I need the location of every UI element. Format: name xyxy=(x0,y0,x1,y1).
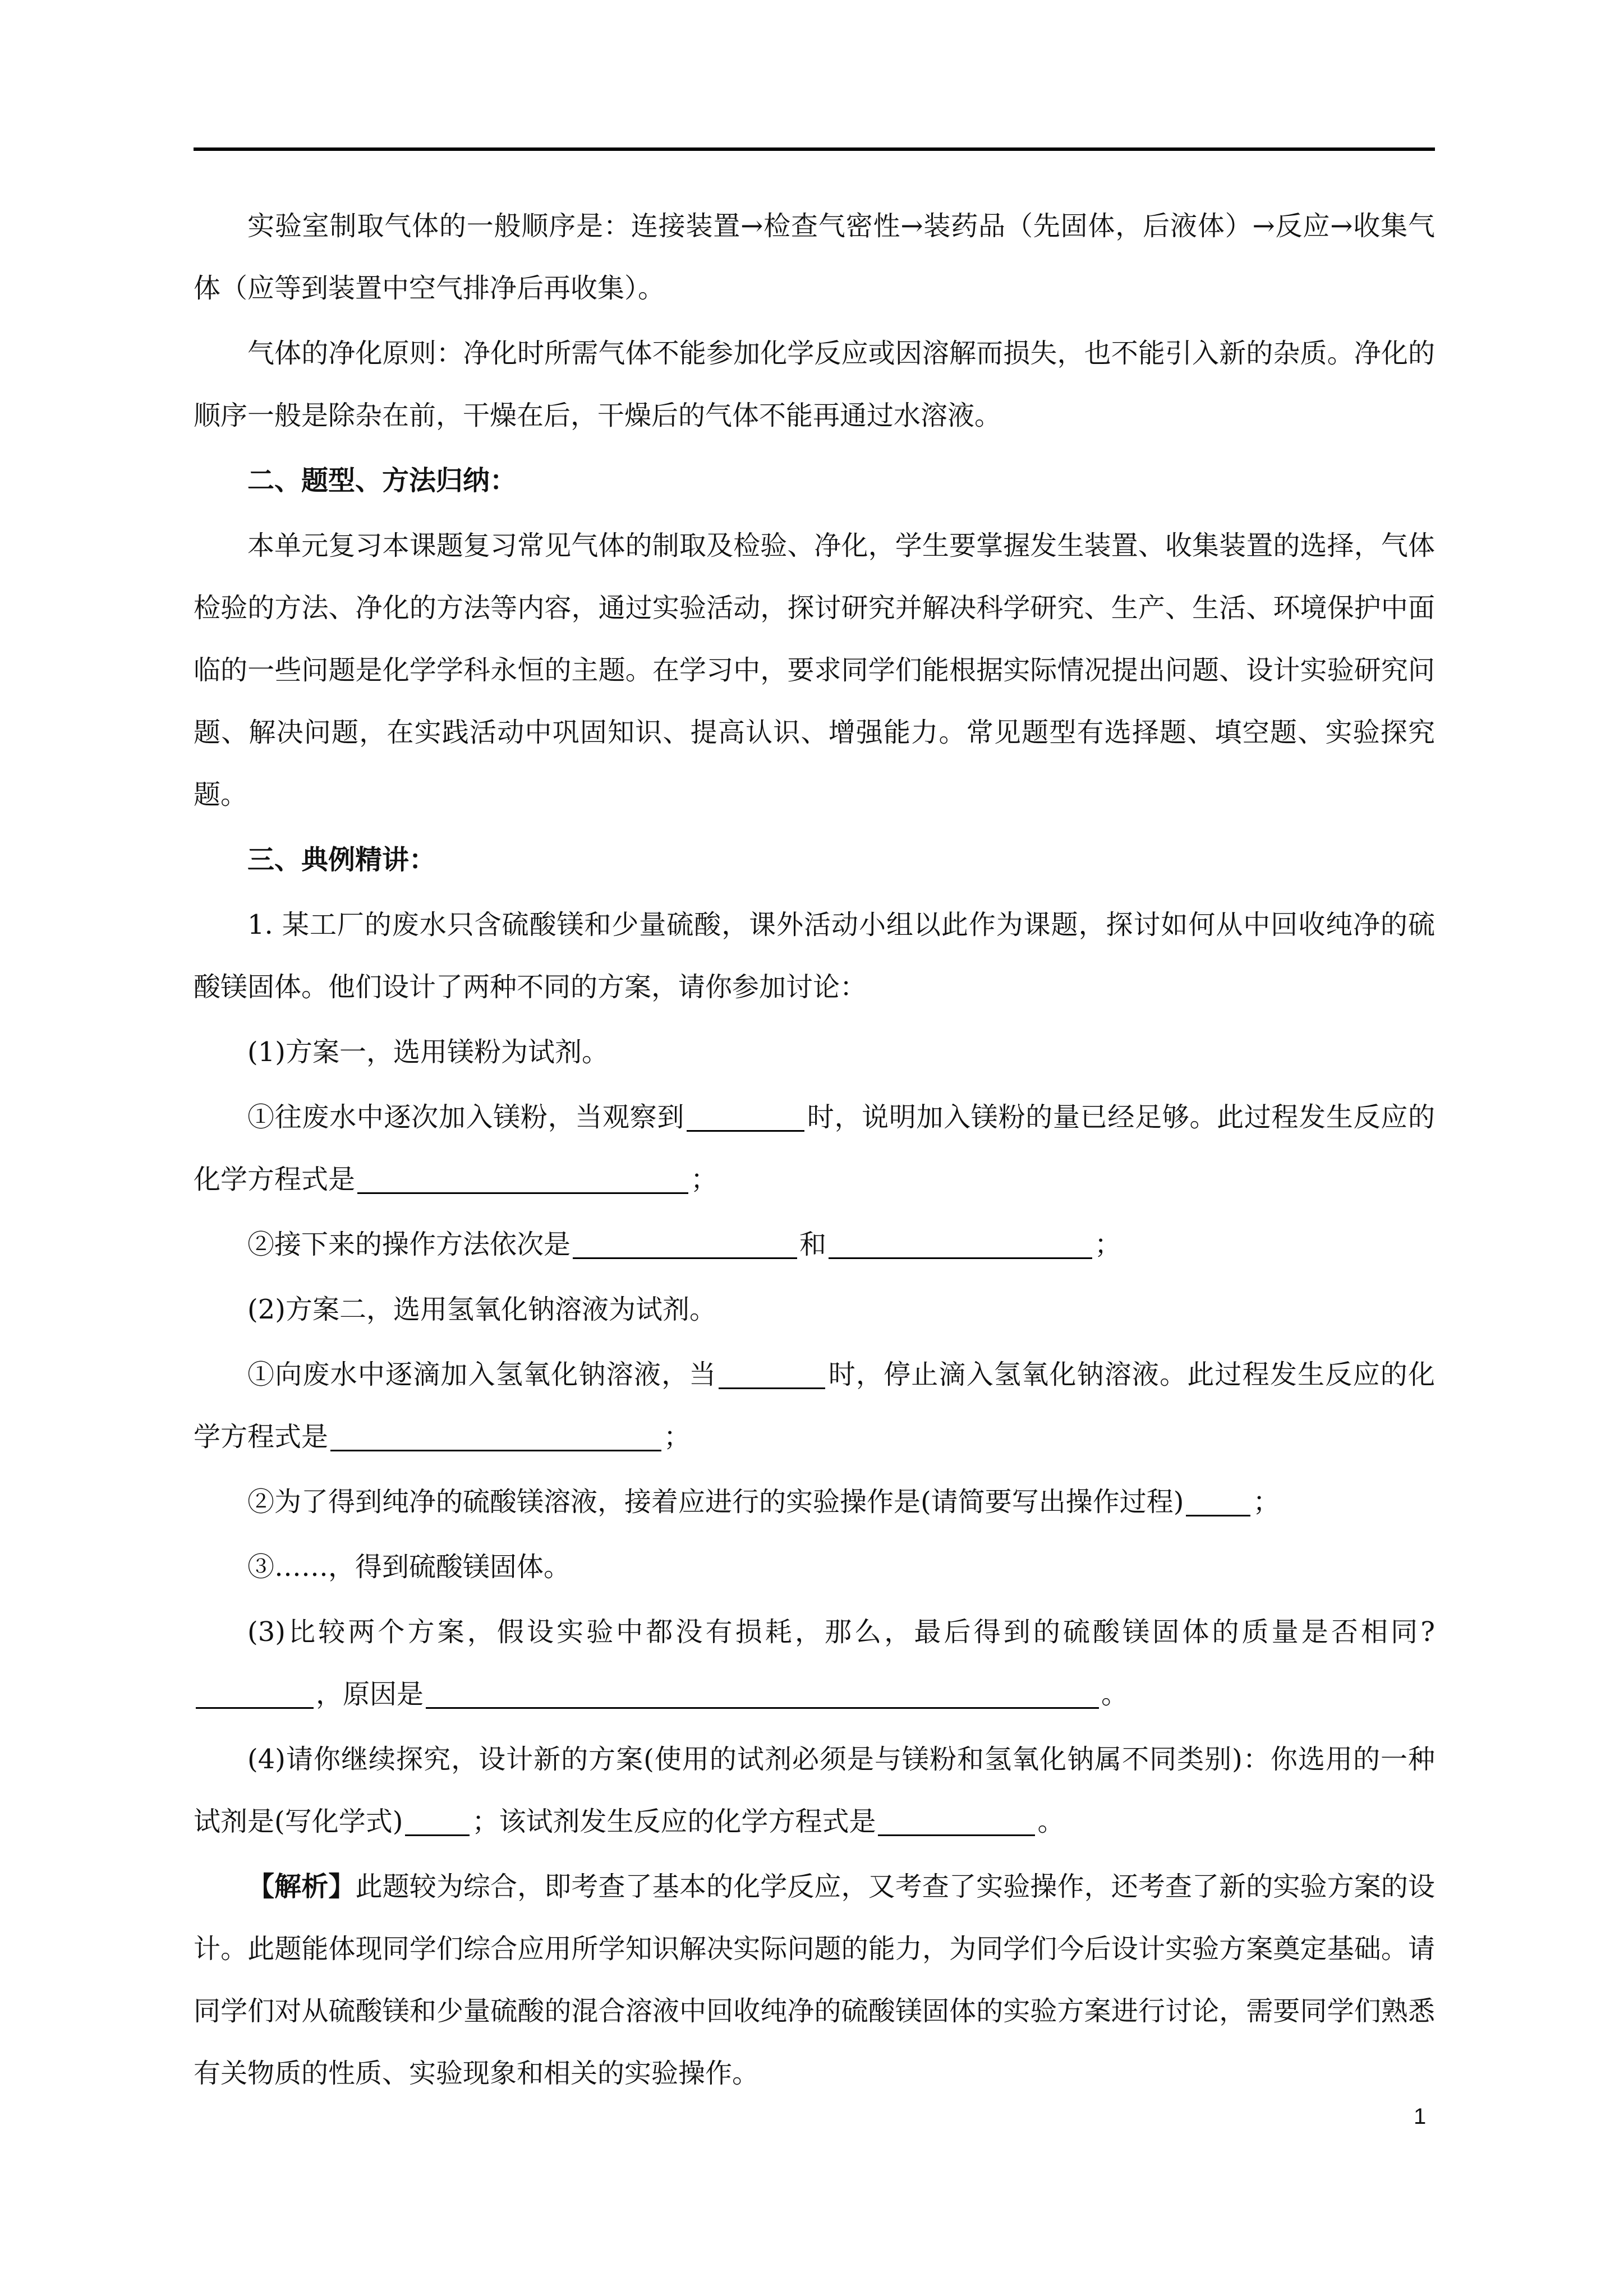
answer-blank[interactable] xyxy=(1186,1488,1250,1516)
analysis-paragraph xyxy=(194,1856,1435,2105)
text-segment: 时，停止滴入氢氧化钠溶液。此过程发生反应的化学方程式是 xyxy=(194,1359,1435,1453)
question-1-part-2a xyxy=(194,1344,1435,1468)
answer-blank[interactable] xyxy=(196,1680,314,1709)
question-1-stem: 1. 某工厂的废水只含硫酸镁和少量硫酸，课外活动小组以此作为课题，探讨如何从中回收纯净的硫酸镁固体。他们设计了两种不同的方案，请你参加讨论： xyxy=(194,909,1435,1003)
text-segment: ； xyxy=(1094,1229,1122,1260)
answer-blank[interactable] xyxy=(687,1103,804,1132)
question-1-part-2b xyxy=(194,1471,1435,1533)
text-segment: ； xyxy=(691,1164,718,1195)
text-segment: ①往废水中逐次加入镁粉，当观察到 xyxy=(247,1101,685,1133)
text-segment: (3)比较两个方案，假设实验中都没有损耗，那么，最后得到的硫酸镁固体的质量是否相同? xyxy=(247,1616,1435,1648)
answer-blank[interactable] xyxy=(878,1808,1035,1836)
document-body xyxy=(194,195,1435,2105)
page-number: 1 xyxy=(1414,2104,1427,2129)
answer-blank[interactable] xyxy=(426,1680,1099,1709)
text-segment: ； xyxy=(1253,1486,1280,1518)
paragraph-purification-principle: 气体的净化原则：净化时所需气体不能参加化学反应或因溶解而损失，也不能引入新的杂质。净化的顺序一般是除杂在前，干燥在后，干燥后的气体不能再通过水溶液。 xyxy=(194,338,1435,431)
answer-blank[interactable] xyxy=(405,1808,470,1836)
question-1-part-1a xyxy=(194,1086,1435,1211)
section-heading-question-types: 二、题型、方法归纳： xyxy=(247,465,517,496)
question-1-part-2c: ③……，得到硫酸镁固体。 xyxy=(247,1551,571,1583)
text-segment: ②为了得到纯净的硫酸镁溶液，接着应进行的实验操作是(请简要写出操作过程) xyxy=(247,1486,1184,1518)
text-segment: 和 xyxy=(799,1229,827,1260)
section-heading-examples: 三、典例精讲： xyxy=(247,844,436,875)
text-segment: ；该试剂发生反应的化学方程式是 xyxy=(472,1806,876,1837)
answer-blank[interactable] xyxy=(829,1230,1092,1259)
answer-blank[interactable] xyxy=(719,1361,825,1389)
analysis-text: 此题较为综合，即考查了基本的化学反应，又考查了实验操作，还考查了新的实验方案的设计。此题能体现同学们综合应用所学知识解决实际问题的能力，为同学们今后设计实验方案奠定基础。请同学们对从硫酸镁和少量硫酸的混合溶液中回收纯净的硫酸镁固体的实验方案进行讨论，需要同学们熟悉有关物质的性质、实验现象和相关的实验操作。 xyxy=(194,1871,1435,2089)
answer-blank[interactable] xyxy=(330,1423,661,1451)
paragraph-unit-review: 本单元复习本课题复习常见气体的制取及检验、净化，学生要掌握发生装置、收集装置的选择，气体检验的方法、净化的方法等内容，通过实验活动，探讨研究并解决科学研究、生产、生活、环境保护中面临的一些问题是化学学科永恒的主题。在学习中，要求同学们能根据实际情况提出问题、设计实验研究问题、解决问题，在实践活动中巩固知识、提高认识、增强能力。常见题型有选择题、填空题、实验探究题。 xyxy=(194,530,1435,810)
question-1-part-1: (1)方案一，选用镁粉为试剂。 xyxy=(247,1036,609,1068)
text-segment: ①向废水中逐滴加入氢氧化钠溶液，当 xyxy=(247,1359,717,1390)
answer-blank[interactable] xyxy=(357,1165,688,1194)
text-segment: 时，说明加入镁粉的量已经足够。此过程发生反应的化学方程式是 xyxy=(194,1101,1435,1195)
text-segment: 。 xyxy=(1037,1806,1065,1837)
analysis-tag: 【解析】 xyxy=(247,1871,356,1902)
question-1-part-2: (2)方案二，选用氢氧化钠溶液为试剂。 xyxy=(247,1294,716,1325)
text-segment: ； xyxy=(664,1421,691,1453)
paragraph-gas-procedure: 实验室制取气体的一般顺序是：连接装置→检查气密性→装药品（先固体，后液体）→反应→收集气体（应等到装置中空气排净后再收集）。 xyxy=(194,210,1435,304)
answer-blank[interactable] xyxy=(573,1230,797,1259)
text-segment: ②接下来的操作方法依次是 xyxy=(247,1229,571,1260)
question-1-part-3 xyxy=(194,1601,1435,1726)
text-segment: ，原因是 xyxy=(316,1679,424,1710)
text-segment: (4)请你继续探究，设计新的方案(使用的试剂必须是与镁粉和氢氧化钠属不同类别)：你选用的一种试剂是(写化学式) xyxy=(194,1744,1435,1837)
question-1-part-4 xyxy=(194,1728,1435,1853)
text-segment: 。 xyxy=(1101,1679,1129,1710)
header-rule xyxy=(194,147,1435,151)
question-1-part-1b xyxy=(194,1214,1435,1276)
